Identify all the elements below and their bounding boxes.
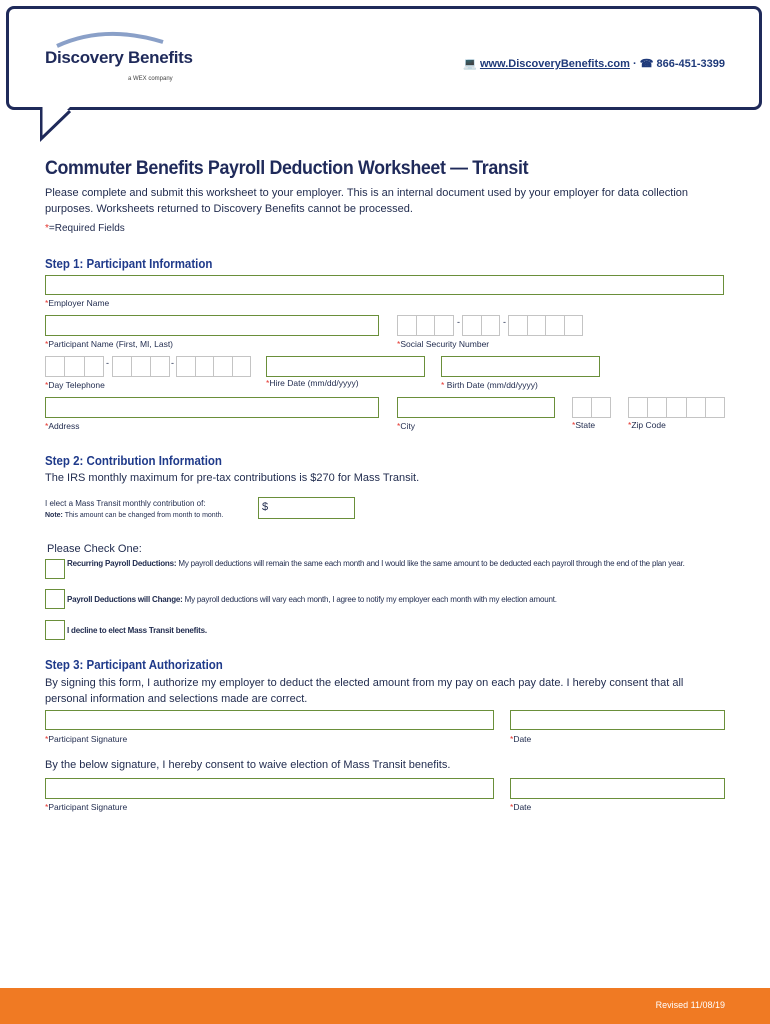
- participant-name-field[interactable]: [45, 315, 379, 336]
- phone-icon: ☎: [639, 58, 654, 70]
- ssn-label: *Social Security Number: [397, 339, 490, 349]
- ssn-group-cells[interactable]: [462, 315, 500, 336]
- city-field[interactable]: [397, 397, 555, 418]
- participant-name-label: *Participant Name (First, MI, Last): [45, 339, 174, 349]
- address-label: *Address: [45, 421, 80, 431]
- hire-date-field[interactable]: [266, 356, 425, 377]
- state-label: *State: [572, 420, 596, 430]
- logo-arc-icon: [55, 30, 165, 50]
- signature-field[interactable]: [45, 710, 494, 730]
- page-title: Commuter Benefits Payroll Deduction Worksheet — Transit: [45, 158, 529, 179]
- brand-logo: Discovery Benefits: [45, 48, 193, 67]
- elect-label: I elect a Mass Transit monthly contribution of:: [45, 499, 206, 508]
- employer-name-field[interactable]: [45, 275, 724, 295]
- note-text: Note: This amount can be changed from month to month.: [45, 512, 224, 519]
- waive-date-label: *Date: [510, 802, 532, 812]
- variable-option-text: Payroll Deductions will Change: My payroll deductions will vary each month, I agree to notify my employer each month with my election amount.: [67, 595, 557, 604]
- currency-sign: $: [262, 501, 269, 513]
- ssn-serial-cells[interactable]: [508, 315, 583, 336]
- irs-note: The IRS monthly maximum for pre-tax contributions is $270 for Mass Transit.: [45, 472, 420, 484]
- zip-label: *Zip Code: [628, 420, 666, 430]
- decline-option-text: I decline to elect Mass Transit benefits.: [67, 626, 207, 635]
- computer-icon: 💻: [463, 58, 477, 70]
- phone-dash-2: -: [171, 358, 174, 368]
- date-label: *Date: [510, 734, 532, 744]
- waive-signature-field[interactable]: [45, 778, 494, 799]
- phone-dash-1: -: [106, 358, 109, 368]
- birth-date-field[interactable]: [441, 356, 600, 377]
- waive-signature-label: *Participant Signature: [45, 802, 128, 812]
- employer-name-label: *Employer Name: [45, 298, 110, 308]
- address-field[interactable]: [45, 397, 379, 418]
- brand-tagline: a WEX company: [128, 76, 173, 82]
- website-link[interactable]: www.DiscoveryBenefits.com: [479, 58, 630, 70]
- recurring-checkbox[interactable]: [45, 559, 65, 579]
- birth-date-label: * Birth Date (mm/dd/yyyy): [441, 380, 538, 390]
- contribution-amount-input[interactable]: [258, 497, 355, 519]
- state-cells[interactable]: [572, 397, 611, 418]
- required-note: *=Required Fields: [45, 223, 125, 234]
- ssn-dash-1: -: [457, 317, 460, 327]
- waive-date-field[interactable]: [510, 778, 725, 799]
- city-label: *City: [397, 421, 415, 431]
- check-one-label: Please Check One:: [47, 543, 142, 555]
- day-phone-label: *Day Telephone: [45, 380, 105, 390]
- signature-label: *Participant Signature: [45, 734, 128, 744]
- consent-text: By signing this form, I authorize my employer to deduct the elected amount from my pay on each pay date. I hereby consent that all personal information and selections made are correct.: [45, 677, 684, 705]
- date-field[interactable]: [510, 710, 725, 730]
- phone-area-cells[interactable]: [45, 356, 104, 377]
- step3-heading: Step 3: Participant Authorization: [45, 658, 223, 672]
- phone-line-cells[interactable]: [176, 356, 251, 377]
- zip-cells[interactable]: [628, 397, 725, 418]
- intro-text: Please complete and submit this worksheet to your employer. This is an internal document used by your employer for data collection purposes. Worksheets returned to Discovery Benefits cannot be processed.: [45, 187, 689, 215]
- step2-heading: Step 2: Contribution Information: [45, 454, 222, 468]
- footer-bar: [0, 988, 770, 1024]
- decline-checkbox[interactable]: [45, 620, 65, 640]
- contact-bar: [463, 57, 725, 70]
- ssn-dash-2: -: [503, 317, 506, 327]
- separator: ·: [632, 58, 637, 70]
- waive-text: By the below signature, I hereby consent to waive election of Mass Transit benefits.: [45, 759, 451, 771]
- variable-checkbox[interactable]: [45, 589, 65, 609]
- revised-date: Revised 11/08/19: [655, 1000, 725, 1010]
- step1-heading: Step 1: Participant Information: [45, 257, 213, 271]
- recurring-option-text: Recurring Payroll Deductions: My payroll deductions will remain the same each month and I would like the same amount to be deducted each payroll through the end of the plan year.: [67, 559, 685, 568]
- speech-tail: [40, 107, 80, 147]
- ssn-area-cells[interactable]: [397, 315, 454, 336]
- phone-prefix-cells[interactable]: [112, 356, 170, 377]
- phone-number: 866-451-3399: [656, 58, 725, 70]
- hire-date-label: *Hire Date (mm/dd/yyyy): [266, 378, 359, 388]
